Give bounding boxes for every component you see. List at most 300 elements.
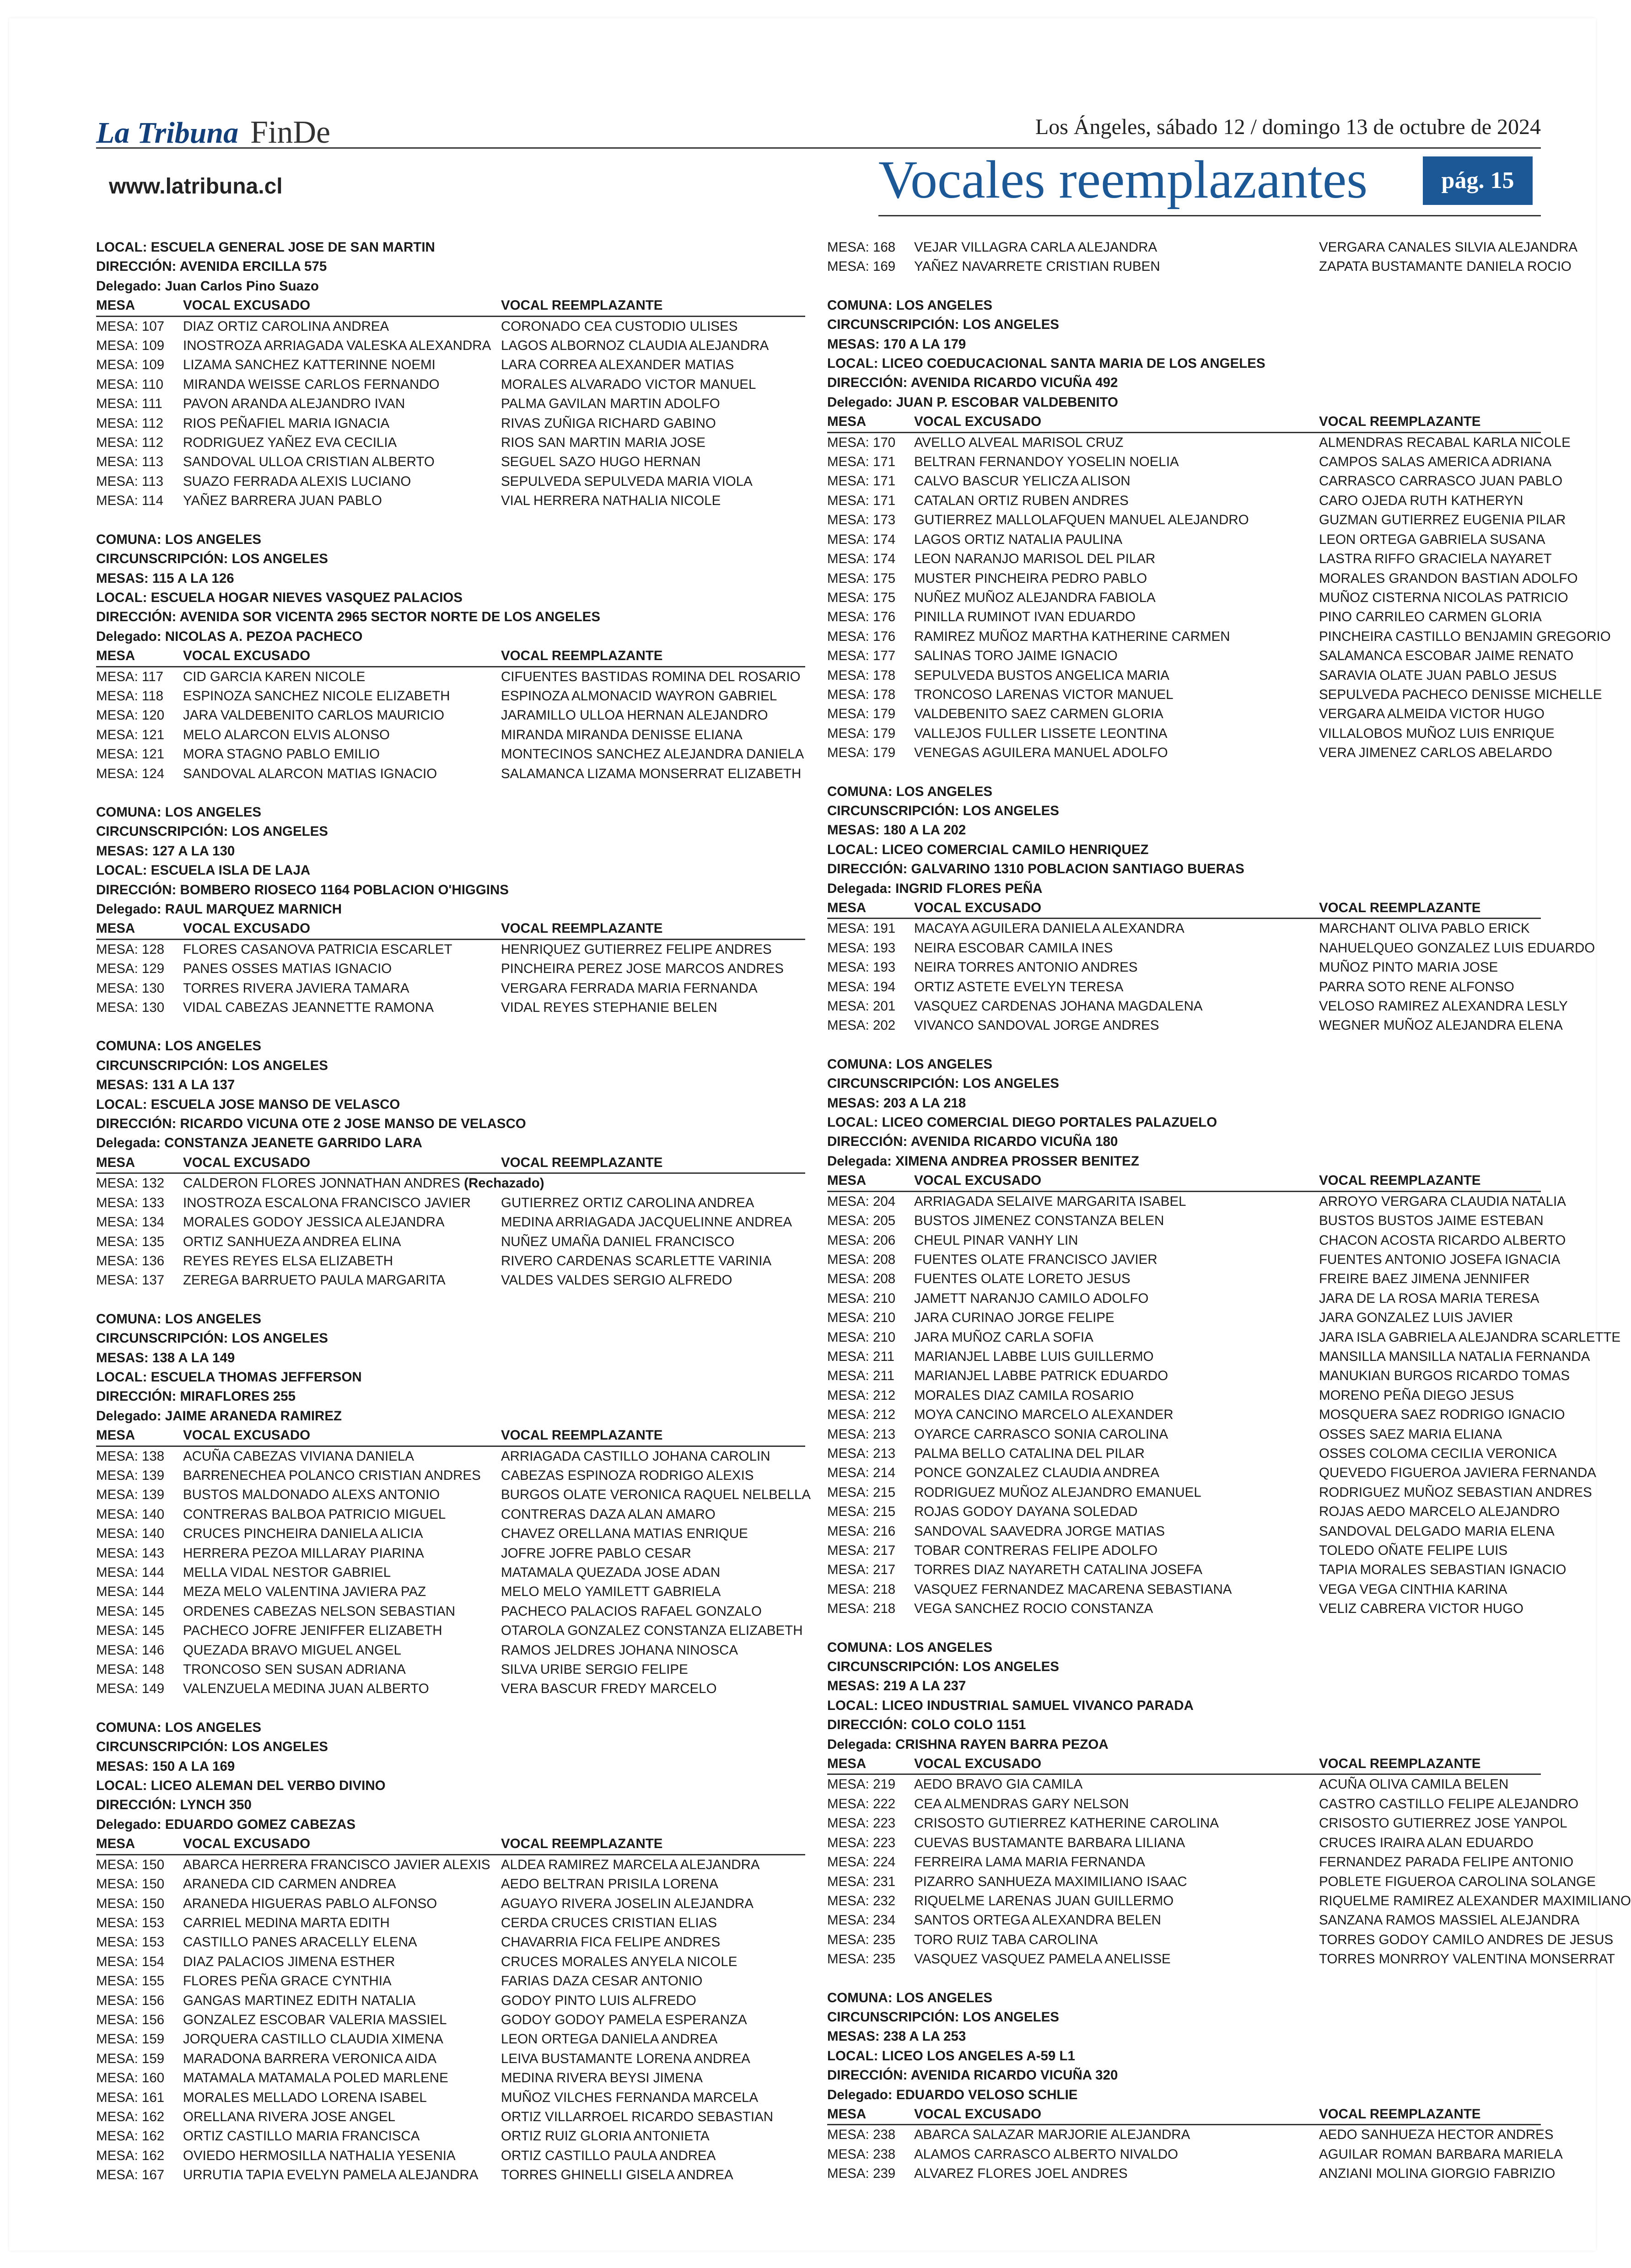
row-mesa: MESA: 193 [827, 940, 896, 956]
row-excusado: INOSTROZA ARRIAGADA VALESKA ALEXANDRA [183, 338, 491, 354]
row-mesa: MESA: 121 [96, 747, 165, 762]
local-name: LOCAL: LICEO COMERCIAL CAMILO HENRIQUEZ [827, 842, 1149, 857]
row-mesa: MESA: 178 [827, 667, 896, 683]
polling-block [96, 803, 805, 1017]
table-header [96, 1153, 805, 1174]
local-name: LOCAL: LICEO COEDUCACIONAL SANTA MARIA DE LOS ANGELES [827, 356, 1265, 371]
row-reemplazante: TORRES GHINELLI GISELA ANDREA [501, 2167, 733, 2183]
table-row-rejected [96, 1174, 805, 1193]
row-reemplazante: VERGARA CANALES SILVIA ALEJANDRA [1319, 240, 1578, 255]
comuna: COMUNA: LOS ANGELES [827, 1990, 993, 2005]
row-reemplazante: RIQUELME RAMIREZ ALEXANDER MAXIMILIANO [1319, 1893, 1631, 1908]
row-excusado: MUSTER PINCHEIRA PEDRO PABLO [914, 570, 1147, 586]
logo-finde: FinDe [250, 115, 331, 150]
table-row [96, 2030, 805, 2049]
table-row [827, 1483, 1592, 1502]
row-reemplazante: RIVERO CARDENAS SCARLETTE VARINIA [501, 1253, 772, 1268]
row-mesa: MESA: 173 [827, 512, 896, 528]
row-mesa: MESA: 171 [827, 454, 896, 470]
row-excusado: CRUCES PINCHEIRA DANIELA ALICIA [183, 1526, 423, 1542]
local-name: LOCAL: ESCUELA HOGAR NIEVES VASQUEZ PALACIOS [96, 590, 463, 605]
row-excusado: JAMETT NARANJO CAMILO ADOLFO [914, 1290, 1149, 1306]
table-row [827, 685, 1602, 704]
row-excusado: PONCE GONZALEZ CLAUDIA ANDREA [914, 1465, 1160, 1481]
col-reemplazante: VOCAL REEMPLAZANTE [1319, 1173, 1481, 1188]
table-rows [96, 1447, 811, 1699]
row-excusado: ARANEDA CID CARMEN ANDREA [183, 1876, 396, 1892]
circunscripcion: CIRCUNSCRIPCIÓN: LOS ANGELES [827, 1659, 1059, 1675]
row-mesa: MESA: 150 [96, 1857, 165, 1872]
table-row [827, 1795, 1579, 1814]
row-mesa: MESA: 179 [827, 706, 896, 722]
polling-block [96, 238, 805, 511]
row-mesa: MESA: 109 [96, 338, 165, 354]
delegate: Delegada: CRISHNA RAYEN BARRA PEZOA [827, 1736, 1109, 1752]
table-row [827, 1775, 1541, 1794]
row-reemplazante: RIVAS ZUÑIGA RICHARD GABINO [501, 415, 716, 431]
row-mesa: MESA: 150 [96, 1876, 165, 1892]
row-excusado: FERREIRA LAMA MARIA FERNANDA [914, 1854, 1145, 1870]
col-reemplazante: VOCAL REEMPLAZANTE [501, 1155, 663, 1170]
row-mesa: MESA: 234 [827, 1913, 896, 1928]
table-row [827, 1814, 1567, 1833]
row-mesa: MESA: 191 [827, 921, 896, 936]
polling-block-continued [827, 238, 1578, 277]
row-reemplazante: SARAVIA OLATE JUAN PABLO JESUS [1319, 667, 1557, 683]
table-header [96, 919, 805, 940]
row-reemplazante: CASTRO CASTILLO FELIPE ALEJANDRO [1319, 1796, 1579, 1811]
logo [96, 114, 330, 151]
page-badge: pág. 15 [1423, 156, 1533, 205]
table-row [96, 1913, 805, 1933]
address: DIRECCIÓN: AVENIDA ERCILLA 575 [96, 259, 327, 274]
polling-block [827, 1638, 1631, 1969]
row-excusado: REYES REYES ELSA ELIZABETH [183, 1253, 393, 1268]
table-row [96, 1544, 805, 1563]
table-row [827, 1892, 1631, 1911]
row-reemplazante: NAHUELQUEO GONZALEZ LUIS EDUARDO [1319, 940, 1595, 956]
row-excusado: ORDENES CABEZAS NELSON SEBASTIAN [183, 1603, 456, 1619]
row-mesa: MESA: 144 [96, 1584, 165, 1600]
table-row [827, 1250, 1561, 1269]
table-row [827, 1522, 1555, 1541]
row-reemplazante: RIOS SAN MARTIN MARIA JOSE [501, 435, 705, 451]
table-row [827, 743, 1552, 763]
row-mesa: MESA: 160 [96, 2070, 165, 2086]
row-mesa: MESA: 110 [96, 376, 164, 392]
row-mesa: MESA: 170 [827, 435, 896, 450]
table-rows [827, 238, 1578, 277]
col-excusado: VOCAL EXCUSADO [914, 1173, 1042, 1188]
row-reemplazante: VIAL HERRERA NATHALIA NICOLE [501, 493, 721, 509]
row-mesa: MESA: 177 [827, 648, 896, 664]
row-reemplazante: MORALES ALVARADO VICTOR MANUEL [501, 376, 756, 392]
row-mesa: MESA: 194 [827, 979, 896, 994]
table-row [827, 646, 1574, 666]
row-excusado: URRUTIA TAPIA EVELYN PAMELA ALEJANDRA [183, 2167, 479, 2183]
row-mesa: MESA: 135 [96, 1234, 165, 1249]
circunscripcion: CIRCUNSCRIPCIÓN: LOS ANGELES [96, 1739, 328, 1755]
table-row [827, 1386, 1541, 1405]
row-excusado: FUENTES OLATE LORETO JESUS [914, 1271, 1130, 1287]
row-reemplazante: MUÑOZ CISTERNA NICOLAS PATRICIO [1319, 590, 1568, 605]
mesas-range: MESAS: 150 A LA 169 [96, 1758, 235, 1774]
row-mesa: MESA: 121 [96, 727, 165, 742]
row-mesa: MESA: 159 [96, 2032, 165, 2047]
row-mesa: MESA: 208 [827, 1252, 896, 1267]
row-mesa: MESA: 208 [827, 1271, 896, 1287]
row-mesa: MESA: 213 [827, 1426, 896, 1442]
row-reemplazante: CORONADO CEA CUSTODIO ULISES [501, 318, 738, 334]
comuna: COMUNA: LOS ANGELES [827, 784, 993, 799]
row-excusado: AEDO BRAVO GIA CAMILA [914, 1777, 1083, 1792]
row-excusado: PIZARRO SANHUEZA MAXIMILIANO ISAAC [914, 1874, 1187, 1889]
row-excusado: VIVANCO SANDOVAL JORGE ANDRES [914, 1018, 1159, 1033]
table-row [96, 355, 805, 375]
row-mesa: MESA: 211 [827, 1349, 895, 1364]
table-row [827, 978, 1541, 997]
row-reemplazante: VERGARA ALMEIDA VICTOR HUGO [1319, 706, 1545, 722]
row-reemplazante: SILVA URIBE SERGIO FELIPE [501, 1662, 688, 1677]
row-reemplazante: AGUAYO RIVERA JOSELIN ALEJANDRA [501, 1896, 754, 1911]
row-excusado: TORO RUIZ TABA CAROLINA [914, 1932, 1098, 1947]
row-excusado: ROJAS GODOY DAYANA SOLEDAD [914, 1504, 1138, 1520]
address: DIRECCIÓN: GALVARINO 1310 POBLACION SANTIAGO BUERAS [827, 861, 1244, 877]
row-reemplazante: AEDO SANHUEZA HECTOR ANDRES [1319, 2127, 1554, 2143]
row-excusado: BELTRAN FERNANDOY YOSELIN NOELIA [914, 454, 1179, 470]
table-rows [96, 1855, 805, 2185]
row-mesa: MESA: 161 [96, 2090, 165, 2105]
row-reemplazante: TAPIA MORALES SEBASTIAN IGNACIO [1319, 1562, 1566, 1578]
row-excusado: LIZAMA SANCHEZ KATTERINNE NOEMI [183, 357, 436, 373]
table-row [96, 1679, 805, 1698]
row-excusado: ALVAREZ FLORES JOEL ANDRES [914, 2166, 1128, 2182]
polling-block [827, 782, 1595, 1036]
row-excusado: CID GARCIA KAREN NICOLE [183, 669, 366, 684]
table-row [827, 1872, 1596, 1892]
row-excusado: SUAZO FERRADA ALEXIS LUCIANO [183, 473, 411, 489]
comuna: COMUNA: LOS ANGELES [827, 297, 993, 313]
table-row [96, 1582, 805, 1602]
row-mesa: MESA: 117 [96, 669, 164, 684]
row-reemplazante: VIDAL REYES STEPHANIE BELEN [501, 1000, 717, 1016]
row-reemplazante: LARA CORREA ALEXANDER MATIAS [501, 357, 734, 373]
table-header [96, 646, 805, 667]
comuna: COMUNA: LOS ANGELES [96, 1038, 262, 1054]
table-rows [96, 667, 805, 784]
row-reemplazante: VILLALOBOS MUÑOZ LUIS ENRIQUE [1319, 726, 1555, 741]
col-reemplazante: VOCAL REEMPLAZANTE [501, 1836, 663, 1852]
mesas-range: MESAS: 131 A LA 137 [96, 1077, 235, 1093]
table-row [827, 1444, 1557, 1463]
row-mesa: MESA: 139 [96, 1467, 165, 1483]
row-excusado: RIOS PEÑAFIEL MARIA IGNACIA [183, 415, 390, 431]
row-excusado: BUSTOS MALDONADO ALEXS ANTONIO [183, 1487, 440, 1503]
row-reemplazante: TORRES GODOY CAMILO ANDRES DE JESUS [1319, 1932, 1614, 1947]
row-mesa: MESA: 145 [96, 1603, 165, 1619]
col-excusado: VOCAL EXCUSADO [914, 900, 1042, 915]
delegate: Delegada: XIMENA ANDREA PROSSER BENITEZ [827, 1153, 1139, 1169]
section-rule [878, 215, 1541, 216]
circunscripcion: CIRCUNSCRIPCIÓN: LOS ANGELES [827, 803, 1059, 818]
row-excusado: MORA STAGNO PABLO EMILIO [183, 747, 380, 762]
table-row [827, 1853, 1574, 1872]
row-reemplazante: JARAMILLO ULLOA HERNAN ALEJANDRO [501, 708, 768, 723]
table-row [96, 706, 805, 725]
section-title: Vocales reemplazantes [878, 150, 1368, 210]
row-mesa: MESA: 174 [827, 551, 896, 567]
row-excusado: MARADONA BARRERA VERONICA AIDA [183, 2051, 437, 2066]
delegate: Delegado: NICOLAS A. PEZOA PACHECO [96, 629, 363, 644]
table-row [96, 375, 805, 394]
col-mesa: MESA [827, 900, 867, 915]
col-mesa: MESA [96, 648, 135, 664]
row-excusado: ESPINOZA SANCHEZ NICOLE ELIZABETH [183, 688, 450, 704]
table-row [827, 472, 1563, 491]
row-excusado: ARANEDA HIGUERAS PABLO ALFONSO [183, 1896, 437, 1911]
row-reemplazante: CARO OJEDA RUTH KATHERYN [1319, 493, 1523, 508]
col-reemplazante: VOCAL REEMPLAZANTE [1319, 1756, 1481, 1772]
masthead [96, 114, 1541, 151]
table-header [96, 1426, 805, 1446]
row-reemplazante: ANZIANI MOLINA GIORGIO FABRIZIO [1319, 2166, 1556, 2182]
table-row [827, 997, 1568, 1016]
table-row [96, 1991, 805, 2010]
row-mesa: MESA: 178 [827, 687, 896, 702]
row-mesa: MESA: 205 [827, 1213, 896, 1229]
col-excusado: VOCAL EXCUSADO [914, 1756, 1042, 1772]
comuna: COMUNA: LOS ANGELES [96, 532, 262, 547]
row-reemplazante: VELOSO RAMIREZ ALEXANDRA LESLY [1319, 999, 1568, 1014]
row-reemplazante: BUSTOS BUSTOS JAIME ESTEBAN [1319, 1213, 1544, 1229]
table-row [827, 1599, 1541, 1618]
row-reemplazante: MATAMALA QUEZADA JOSE ADAN [501, 1565, 721, 1580]
row-mesa: MESA: 128 [96, 941, 165, 957]
table-row [827, 1231, 1566, 1250]
table-row [827, 2145, 1563, 2164]
table-row [827, 1308, 1541, 1327]
row-reemplazante: MARCHANT OLIVA PABLO ERICK [1319, 921, 1530, 936]
comuna: COMUNA: LOS ANGELES [827, 1639, 993, 1655]
row-excusado: NUÑEZ MUÑOZ ALEJANDRA FABIOLA [914, 590, 1156, 605]
col-mesa: MESA [827, 1173, 867, 1188]
table-header [827, 412, 1541, 433]
table-row [96, 1563, 805, 1582]
row-reemplazante: JOFRE JOFRE PABLO CESAR [501, 1545, 691, 1561]
row-mesa: MESA: 124 [96, 766, 165, 781]
row-mesa: MESA: 162 [96, 2148, 165, 2163]
col-reemplazante: VOCAL REEMPLAZANTE [1319, 900, 1481, 915]
row-reemplazante: SEPULVEDA PACHECO DENISSE MICHELLE [1319, 687, 1602, 702]
row-reemplazante: SALAMANCA ESCOBAR JAIME RENATO [1319, 648, 1574, 664]
row-reemplazante: OTAROLA GONZALEZ CONSTANZA ELIZABETH [501, 1623, 803, 1639]
row-reemplazante: ZAPATA BUSTAMANTE DANIELA ROCIO [1319, 259, 1572, 274]
row-excusado: CALVO BASCUR YELICZA ALISON [914, 473, 1130, 489]
row-mesa: MESA: 212 [827, 1407, 896, 1423]
table-rows [827, 1192, 1621, 1619]
table-row [827, 1328, 1621, 1347]
row-excusado: YAÑEZ NAVARRETE CRISTIAN RUBEN [914, 259, 1160, 274]
row-mesa: MESA: 168 [827, 240, 896, 255]
table-row [96, 1271, 805, 1290]
row-mesa: MESA: 120 [96, 708, 165, 723]
table-rows [827, 919, 1595, 1035]
col-excusado: VOCAL EXCUSADO [183, 648, 311, 664]
delegate: Delegado: EDUARDO GOMEZ CABEZAS [96, 1817, 356, 1832]
row-mesa: MESA: 179 [827, 745, 896, 761]
row-reemplazante: ORTIZ VILLARROEL RICARDO SEBASTIAN [501, 2109, 774, 2124]
row-mesa: MESA: 215 [827, 1504, 896, 1520]
table-row [96, 394, 805, 414]
col-excusado: VOCAL EXCUSADO [183, 921, 311, 936]
polling-block [827, 1989, 1563, 2184]
table-row [827, 1911, 1580, 1930]
table-row [96, 336, 805, 355]
row-mesa: MESA: 218 [827, 1581, 896, 1597]
row-reemplazante: NUÑEZ UMAÑA DANIEL FRANCISCO [501, 1234, 735, 1249]
row-reemplazante: FUENTES ANTONIO JOSEFA IGNACIA [1319, 1252, 1561, 1267]
row-reemplazante: MEDINA ARRIAGADA JACQUELINNE ANDREA [501, 1215, 792, 1230]
row-excusado: MELLA VIDAL NESTOR GABRIEL [183, 1565, 391, 1580]
row-reemplazante: GODOY GODOY PAMELA ESPERANZA [501, 2012, 747, 2027]
row-mesa: MESA: 156 [96, 2012, 165, 2027]
col-excusado: VOCAL EXCUSADO [183, 1428, 311, 1443]
row-mesa: MESA: 140 [96, 1506, 165, 1522]
table-row [827, 1541, 1541, 1560]
comuna: COMUNA: LOS ANGELES [96, 804, 262, 820]
row-excusado: FUENTES OLATE FRANCISCO JAVIER [914, 1252, 1157, 1267]
row-excusado: MIRANDA WEISSE CARLOS FERNANDO [183, 376, 440, 392]
row-mesa: MESA: 149 [96, 1681, 165, 1697]
row-mesa: MESA: 235 [827, 1951, 896, 1967]
row-mesa: MESA: 224 [827, 1854, 896, 1870]
table-row [96, 1660, 805, 1679]
circunscripcion: CIRCUNSCRIPCIÓN: LOS ANGELES [827, 2009, 1059, 2025]
row-excusado: MORALES MELLADO LORENA ISABEL [183, 2090, 427, 2105]
row-reemplazante: PINO CARRILEO CARMEN GLORIA [1319, 609, 1542, 625]
mesas-range: MESAS: 127 A LA 130 [96, 843, 235, 859]
table-row [827, 433, 1571, 452]
rejected-note: (Rechazado) [460, 1176, 544, 1191]
row-reemplazante: PACHECO PALACIOS RAFAEL GONZALO [501, 1603, 762, 1619]
table-row [827, 1425, 1541, 1444]
col-mesa: MESA [96, 298, 135, 313]
row-reemplazante: PINCHEIRA CASTILLO BENJAMIN GREGORIO [1319, 629, 1611, 644]
row-reemplazante: OSSES SAEZ MARIA ELIANA [1319, 1426, 1502, 1442]
row-excusado: GONZALEZ ESCOBAR VALERIA MASSIEL [183, 2012, 447, 2027]
row-reemplazante: TOLEDO OÑATE FELIPE LUIS [1319, 1543, 1508, 1558]
row-mesa: MESA: 217 [827, 1543, 896, 1558]
row-reemplazante: CHACON ACOSTA RICARDO ALBERTO [1319, 1232, 1566, 1248]
table-rows [96, 1193, 805, 1290]
row-excusado: YAÑEZ BARRERA JUAN PABLO [183, 493, 382, 509]
table-row [827, 549, 1552, 569]
row-excusado: JARA VALDEBENITO CARLOS MAURICIO [183, 708, 445, 723]
row-mesa: MESA: 223 [827, 1816, 896, 1831]
row-mesa: MESA: 210 [827, 1329, 896, 1345]
row-excusado: MATAMALA MATAMALA POLED MARLENE [183, 2070, 448, 2086]
table-rows [827, 2125, 1563, 2183]
local-name: LOCAL: LICEO COMERCIAL DIEGO PORTALES PALAZUELO [827, 1115, 1217, 1130]
row-reemplazante: MEDINA RIVERA BEYSI JIMENA [501, 2070, 703, 2086]
table-row [96, 452, 805, 472]
table-row [96, 1952, 805, 1972]
row-mesa: MESA: 217 [827, 1562, 896, 1578]
polling-block [96, 1310, 811, 1699]
row-reemplazante: VERGARA FERRADA MARIA FERNANDA [501, 980, 758, 996]
table-row [96, 998, 805, 1017]
row-reemplazante: PINCHEIRA PEREZ JOSE MARCOS ANDRES [501, 961, 784, 977]
row-mesa: MESA: 175 [827, 590, 896, 605]
logo-tribuna: La Tribuna [96, 116, 239, 150]
row-excusado [183, 1174, 544, 1193]
table-header [827, 1171, 1541, 1192]
row-excusado: GUTIERREZ MALLOLAFQUEN MANUEL ALEJANDRO [914, 512, 1249, 528]
row-excusado: CEA ALMENDRAS GARY NELSON [914, 1796, 1129, 1811]
row-excusado: MELO ALARCON ELVIS ALONSO [183, 727, 390, 742]
row-mesa: MESA: 215 [827, 1484, 896, 1500]
table-row [96, 979, 805, 998]
row-excusado: CHEUL PINAR VANHY LIN [914, 1232, 1078, 1248]
row-mesa: MESA: 204 [827, 1193, 896, 1209]
row-mesa: MESA: 112 [96, 415, 164, 431]
dateline: Los Ángeles, sábado 12 / domingo 13 de octubre de 2024 [1035, 115, 1541, 139]
row-excusado: HERRERA PEZOA MILLARAY PIARINA [183, 1545, 424, 1561]
row-mesa: MESA: 153 [96, 1935, 165, 1950]
row-reemplazante: CRUCES IRAIRA ALAN EDUARDO [1319, 1835, 1534, 1850]
row-excusado: ORTIZ SANHUEZA ANDREA ELINA [183, 1234, 401, 1249]
row-excusado: ORELLANA RIVERA JOSE ANGEL [183, 2109, 395, 2124]
table-row [96, 1621, 805, 1640]
row-excusado: TRONCOSO LARENAS VICTOR MANUEL [914, 687, 1173, 702]
row-excusado: INOSTROZA ESCALONA FRANCISCO JAVIER [183, 1195, 471, 1210]
row-mesa: MESA: 145 [96, 1623, 165, 1639]
table-row [827, 588, 1568, 607]
table-row [827, 1366, 1570, 1386]
table-row [96, 2049, 805, 2069]
row-reemplazante: SEGUEL SAZO HUGO HERNAN [501, 454, 701, 470]
row-mesa: MESA: 201 [827, 999, 896, 1014]
row-excusado: RODRIGUEZ MUÑOZ ALEJANDRO EMANUEL [914, 1484, 1201, 1500]
row-excusado: ALAMOS CARRASCO ALBERTO NIVALDO [914, 2146, 1179, 2162]
table-row [96, 726, 805, 745]
row-mesa: MESA: 214 [827, 1465, 896, 1481]
row-excusado: PANES OSSES MATIAS IGNACIO [183, 961, 392, 977]
row-mesa: MESA: 143 [96, 1545, 165, 1561]
row-excusado: NEIRA TORRES ANTONIO ANDRES [914, 960, 1138, 975]
table-row [96, 959, 805, 978]
row-mesa: MESA: 134 [96, 1215, 165, 1230]
col-reemplazante: VOCAL REEMPLAZANTE [501, 648, 663, 664]
address: DIRECCIÓN: COLO COLO 1151 [827, 1717, 1026, 1733]
col-reemplazante: VOCAL REEMPLAZANTE [1319, 2106, 1481, 2122]
website-link[interactable]: www.latribuna.cl [109, 174, 283, 199]
row-excusado: JARA CURINAO JORGE FELIPE [914, 1310, 1114, 1326]
mesas-range: MESAS: 203 A LA 218 [827, 1095, 966, 1111]
table-row [96, 1232, 805, 1252]
table-row [827, 919, 1541, 938]
table-row [96, 1466, 805, 1485]
row-excusado: TORRES DIAZ NAYARETH CATALINA JOSEFA [914, 1562, 1203, 1578]
table-row [96, 764, 805, 784]
table-row [827, 958, 1541, 977]
table-row [827, 257, 1572, 276]
row-reemplazante: SANZANA RAMOS MASSIEL ALEJANDRA [1319, 1913, 1580, 1928]
right-column [827, 238, 1631, 2203]
row-reemplazante: ORTIZ CASTILLO PAULA ANDREA [501, 2148, 716, 2163]
row-excusado: CRISOSTO GUTIERREZ KATHERINE CAROLINA [914, 1816, 1219, 1831]
row-excusado: RODRIGUEZ YAÑEZ EVA CECILIA [183, 435, 397, 451]
